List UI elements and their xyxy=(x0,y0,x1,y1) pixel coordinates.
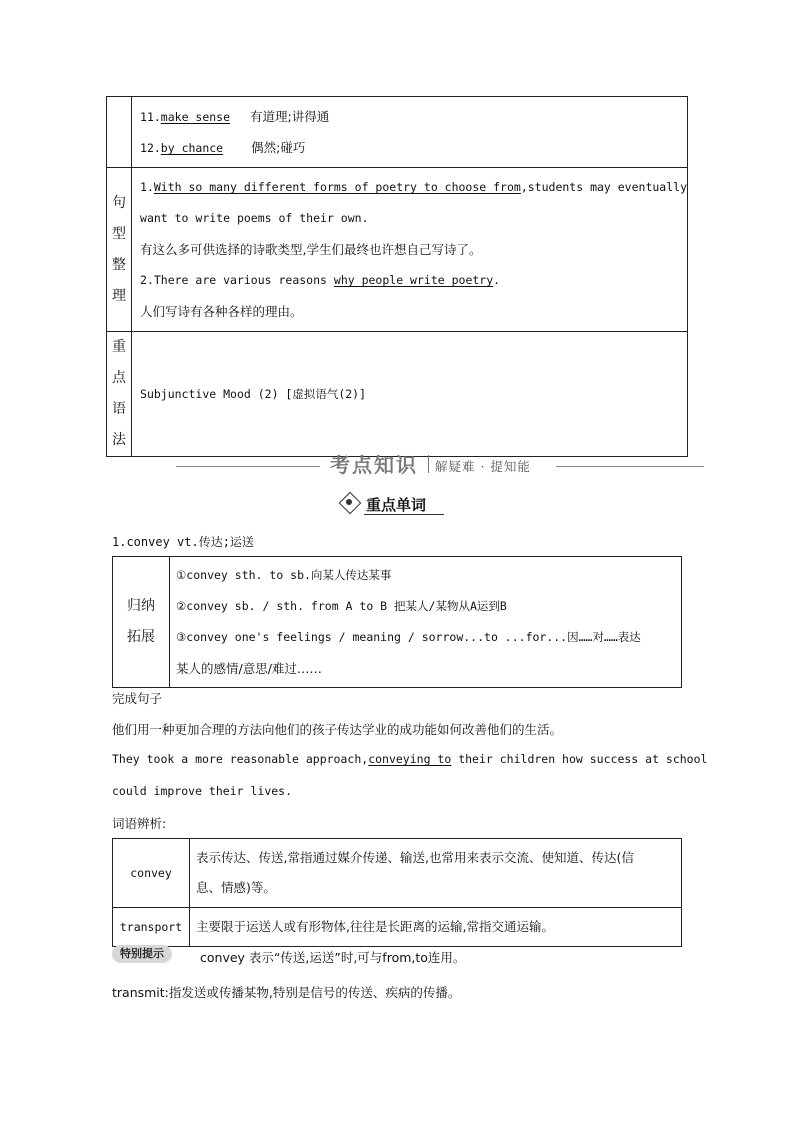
sub-heading xyxy=(340,492,450,516)
sentences-cell xyxy=(132,168,688,332)
section-subtitle: 解疑难 · 提知能 xyxy=(435,459,531,474)
expand-item: ③convey one's feelings / meaning / sorrow...to ...for...因……对……表达 xyxy=(176,630,641,644)
phrases-row xyxy=(107,97,688,168)
expand-item: ②convey sb. / sth. from A to B 把某人/某物从A运到B xyxy=(176,599,507,613)
sentence-1-en-cont: want to write poems of their own. xyxy=(140,211,369,225)
table-row xyxy=(113,839,682,908)
expand-item-cont: 某人的感情/意思/难过…… xyxy=(176,661,322,676)
phrase-meaning: 有道理;讲得通 xyxy=(250,109,330,124)
expand-table xyxy=(112,556,682,688)
sentence-2-cn: 人们写诗有各种各样的理由。 xyxy=(140,304,303,319)
phrase-term: by chance xyxy=(160,141,224,155)
summary-table xyxy=(106,96,688,457)
complete-label: 完成句子 xyxy=(112,691,163,706)
sentence-1-highlight: With so many different forms of poetry to choose from xyxy=(153,180,521,194)
tip-badge: 特别提示 xyxy=(112,945,172,963)
tip-text: convey 表示“传送,运送”时,可与from,to连用。 xyxy=(200,950,466,965)
sentences-row xyxy=(107,168,688,332)
sentence-1-cn: 有这么多可供选择的诗歌类型,学生们最终也许想自己写诗了。 xyxy=(140,242,482,257)
phrase-item: 12.by chance 偶然;碰巧 xyxy=(140,140,306,155)
complete-cn: 他们用一种更加合理的方法向他们的孩子传达学业的成功能如何改善他们的生活。 xyxy=(112,722,563,737)
compare-desc: 主要限于运送人或有形物体,往往是长距离的运输,常指交通运输。 xyxy=(190,908,682,947)
compare-word: transport xyxy=(113,908,190,947)
sentence-2-highlight: why people write poetry xyxy=(333,273,494,287)
compare-table xyxy=(112,838,682,947)
expand-content xyxy=(170,557,682,688)
phrases-label-cell xyxy=(107,97,132,168)
compare-desc: 表示传达、传送,常指通过媒介传递、输送,也常用来表示交流、使知道、传达(信 息、情感)等。 xyxy=(190,839,682,908)
sentences-label: 句 型 整 理 xyxy=(107,168,132,332)
title-separator xyxy=(428,455,429,473)
table-row xyxy=(113,908,682,947)
phrases-cell xyxy=(132,97,688,168)
transmit-note: transmit:指发送或传播某物,特别是信号的传送、疾病的传播。 xyxy=(112,985,461,1000)
section-title: 考点知识 xyxy=(330,453,418,477)
section-header xyxy=(176,449,704,479)
sentence-1-en: 1.With so many different forms of poetry to choose from,students may eventually xyxy=(140,180,687,194)
diamond-dot-icon xyxy=(346,499,352,505)
complete-en-cont: could improve their lives. xyxy=(112,784,293,798)
sentence-2-en: 2.There are various reasons why people write poetry. xyxy=(140,273,501,287)
expand-item: ①convey sth. to sb.向某人传达某事 xyxy=(176,568,392,582)
entry-heading: 1.convey vt.传达;运送 xyxy=(112,535,254,549)
phrase-term: make sense xyxy=(160,110,231,124)
sub-heading-title: 重点单词 xyxy=(366,496,427,514)
compare-word: convey xyxy=(113,839,190,908)
discrimination-label: 词语辨析: xyxy=(112,816,167,831)
expand-label: 归纳 拓展 xyxy=(113,557,170,688)
divider-left xyxy=(176,466,320,467)
phrase-item: 11.make sense 有道理;讲得通 xyxy=(140,109,330,124)
answer-blank: conveying to xyxy=(368,752,452,766)
sub-heading-underline xyxy=(364,514,444,515)
grammar-label: 重 点 语 法 xyxy=(107,332,132,457)
grammar-row xyxy=(107,332,688,457)
phrase-meaning: 偶然;碰巧 xyxy=(251,140,306,155)
divider-right xyxy=(556,466,704,467)
grammar-text: Subjunctive Mood (2) [虚拟语气(2)] xyxy=(132,332,688,457)
complete-en: They took a more reasonable approach,conveying to their children how success at school xyxy=(112,752,708,766)
